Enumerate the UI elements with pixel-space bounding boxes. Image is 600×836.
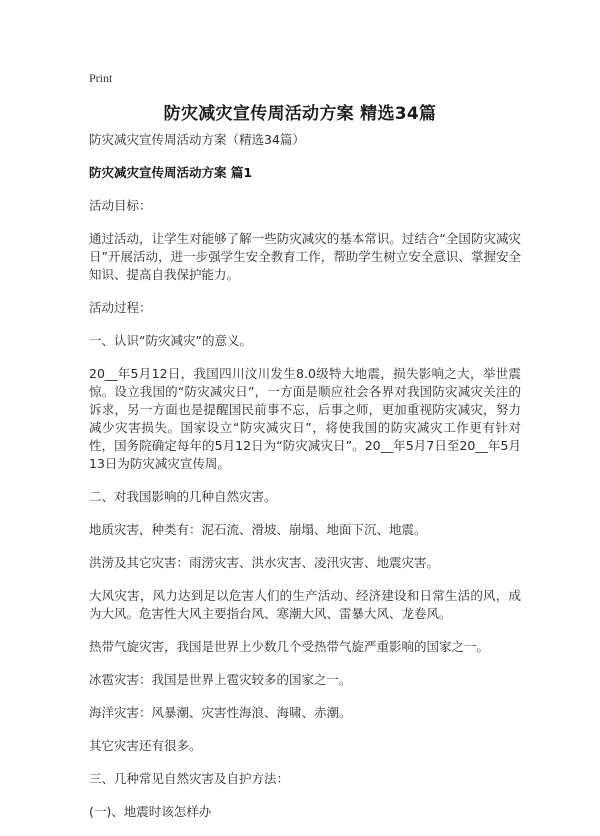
paragraph: 洪涝及其它灾害：雨涝灾害、洪水灾害、凌汛灾害、地震灾害。	[89, 555, 440, 570]
paragraph: 大风灾害，风力达到足以危害人们的生产活动、经济建设和日常生活的风，成为大风。危害性大风主要指台风、寒潮大风、雷暴大风、龙卷风。	[89, 588, 521, 621]
document-title: 防灾减灾宣传周活动方案 精选34篇	[163, 104, 437, 124]
paragraph: 活动过程：	[89, 300, 152, 315]
paragraph: 通过活动，让学生对能够了解一些防灾减灾的基本常识。过结合“全国防灾减灾日”开展活动，进一步强学生安全教育工作，帮助学生树立安全意识、掌握安全知识、提高自我保护能力。	[89, 231, 521, 282]
paragraph: 冰雹灾害：我国是世界上雹灾较多的国家之一。	[89, 672, 352, 687]
print-label: Print	[89, 71, 113, 85]
document-body	[89, 131, 521, 836]
paragraph: 其它灾害还有很多。	[89, 738, 202, 753]
paragraph: 热带气旋灾害，我国是世界上少数几个受热带气旋严重影响的国家之一。	[89, 639, 490, 654]
section-heading: 防灾减灾宣传周活动方案 篇1	[89, 165, 253, 180]
paragraph: 地质灾害，种类有：泥石流、滑坡、崩塌、地面下沉、地震。	[89, 522, 427, 537]
paragraph: 三、几种常见自然灾害及自护方法：	[89, 771, 290, 786]
paragraph: 防灾减灾宣传周活动方案（精选34篇）	[89, 132, 305, 147]
paragraph: 活动目标：	[89, 198, 152, 213]
paragraph: 海洋灾害：风暴潮、灾害性海浪、海啸、赤潮。	[89, 705, 352, 720]
paragraph: 二、对我国影响的几种自然灾害。	[89, 489, 277, 504]
paragraph: 一、认识“防灾减灾”的意义。	[89, 333, 252, 348]
paragraph: 20__年5月12日，我国四川汶川发生8.0级特大地震，损失影响之大，举世震惊。设立我国的“防灾减灾日”，一方面是顺应社会各界对我国防灾减灾关注的诉求，另一方面也是提醒国民前事不忘，后事之师，更加重视防灾减灾，努力减少灾害损失。国家设立“防灾减灾日”，将使我国的防灾减灾工作更有针对性，国务院确定每年的5月12日为“防灾减灾日”。20__年5月7日至20__年5月13日为防灾减灾宣传周。	[89, 366, 521, 471]
paragraph: (一)、地震时该怎样办	[89, 804, 212, 819]
